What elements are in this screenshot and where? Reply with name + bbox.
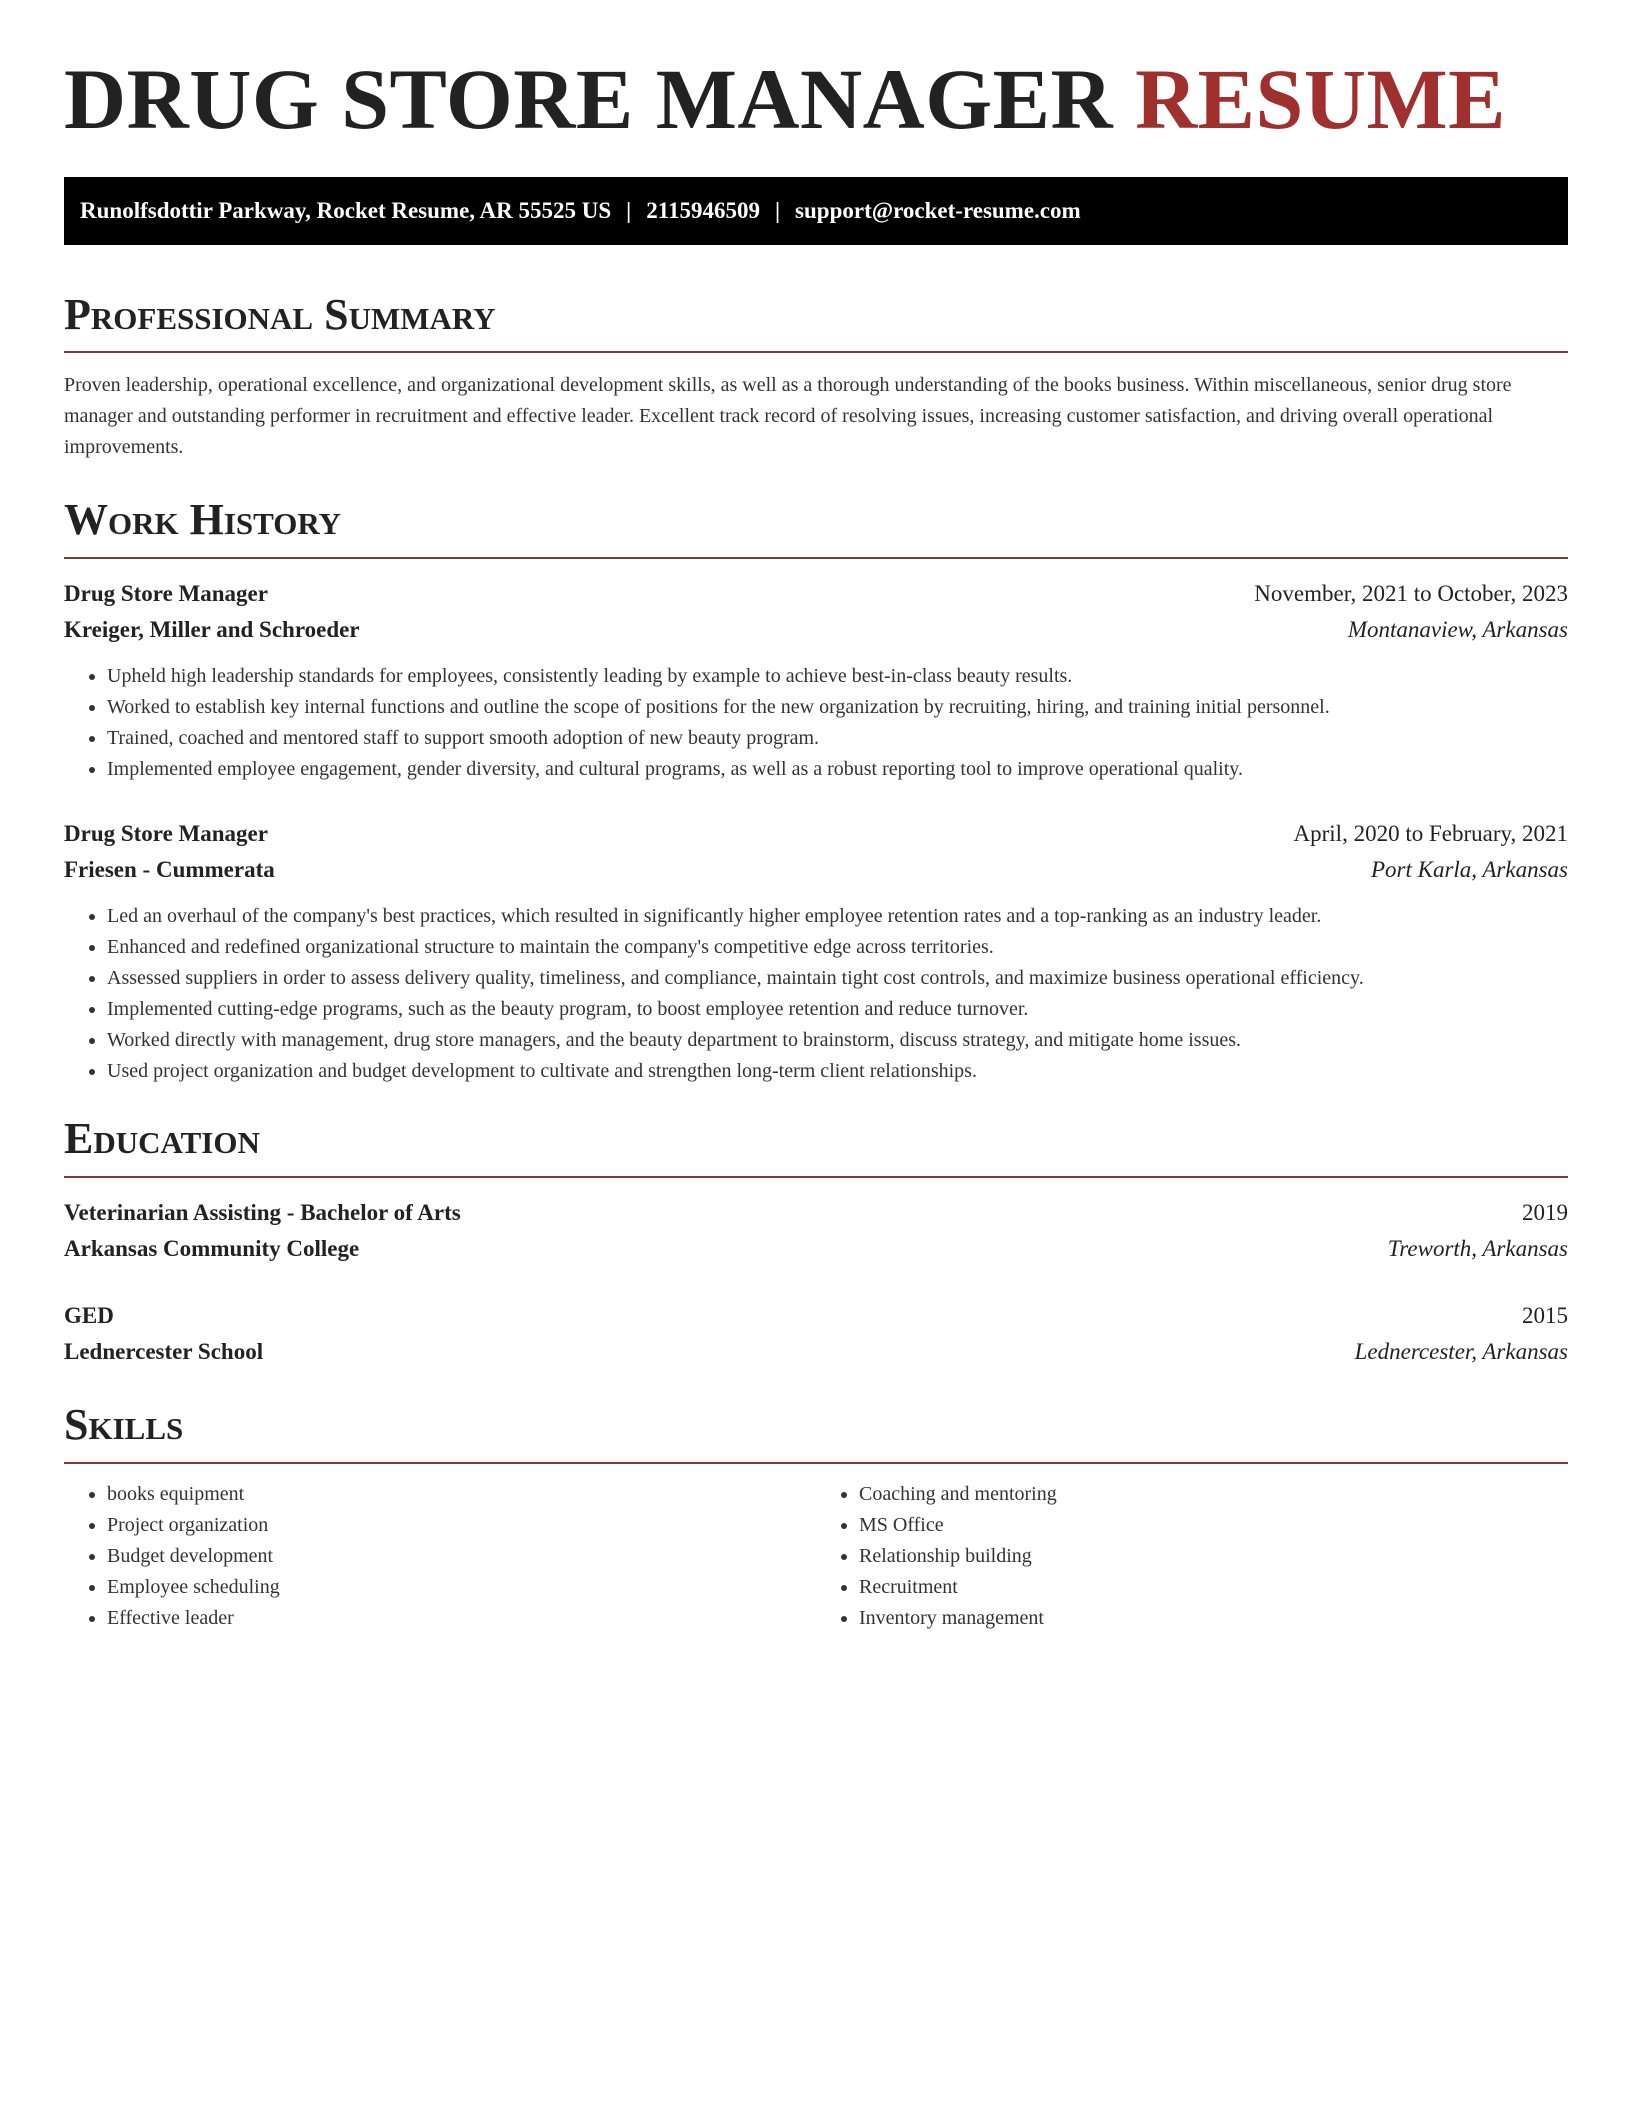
- education-year: 2015: [1522, 1302, 1568, 1328]
- list-item: • Implemented cutting-edge programs, such as the beauty program, to boost employee retention and reduce turnover.: [107, 994, 1568, 1025]
- contact-email: support@rocket-resume.com: [795, 197, 1081, 223]
- job-dates: November, 2021 to October, 2023: [1254, 581, 1568, 607]
- title-accent: RESUME: [1135, 51, 1506, 147]
- job-header-row: [64, 816, 1568, 852]
- education-school: Lednercester School: [64, 1338, 264, 1364]
- list-item: • Project organization: [107, 1510, 816, 1541]
- summary-section: [64, 289, 1568, 464]
- education-school: Arkansas Community College: [64, 1235, 360, 1261]
- list-item: • Effective leader: [107, 1603, 816, 1634]
- title-main: DRUG STORE MANAGER: [64, 51, 1114, 147]
- education-location: Treworth, Arkansas: [1387, 1235, 1568, 1261]
- contact-address: Runolfsdottir Parkway, Rocket Resume, AR 55525 US: [80, 197, 612, 223]
- education-header-row: [64, 1298, 1568, 1334]
- skills-column-left: [64, 1479, 816, 1634]
- list-item: • Enhanced and redefined organizational structure to maintain the company's competitive edge across territories.: [107, 932, 1568, 963]
- job-bullets: [64, 901, 1568, 1087]
- list-item: • Worked directly with management, drug store managers, and the beauty department to brainstorm, discuss strategy, and mitigate home issues.: [107, 1025, 1568, 1056]
- education-degree: GED: [64, 1302, 114, 1328]
- contact-bar: [64, 177, 1568, 245]
- education-school-row: [64, 1334, 1568, 1370]
- education-school-row: [64, 1231, 1568, 1267]
- section-divider: [64, 351, 1568, 353]
- contact-separator: |: [626, 197, 632, 223]
- list-item: • Assessed suppliers in order to assess delivery quality, timeliness, and compliance, maintain tight cost controls, and maximize business operational efficiency.: [107, 963, 1568, 994]
- job-company: Kreiger, Miller and Schroeder: [64, 617, 360, 643]
- list-item: • Led an overhaul of the company's best practices, which resulted in significantly higher employee retention rates and a top-ranking as an industry leader.: [107, 901, 1568, 932]
- section-divider: [64, 1176, 1568, 1178]
- education-header-row: [64, 1195, 1568, 1231]
- contact-separator: |: [774, 197, 781, 223]
- job-location: Port Karla, Arkansas: [1370, 857, 1568, 883]
- list-item: • Budget development: [107, 1541, 816, 1572]
- section-divider: [64, 557, 1568, 559]
- job-location: Montanaview, Arkansas: [1347, 617, 1568, 643]
- job-company-row: [64, 612, 1568, 648]
- section-divider: [64, 1462, 1568, 1464]
- job-entry: [64, 576, 1568, 785]
- list-item: • Worked to establish key internal functions and outline the scope of positions for the new organization by recruiting, hiring, and training initial personnel.: [107, 692, 1568, 723]
- list-item: • Implemented employee engagement, gender diversity, and cultural programs, as well as a robust reporting tool to improve operational quality.: [107, 754, 1568, 785]
- job-company: Friesen - Cummerata: [64, 857, 275, 883]
- list-item: • books equipment: [107, 1479, 816, 1510]
- job-entry: [64, 816, 1568, 1087]
- list-item: • Inventory management: [859, 1603, 1568, 1634]
- education-year: 2019: [1522, 1199, 1568, 1225]
- list-item: • Relationship building: [859, 1541, 1568, 1572]
- job-company-row: [64, 852, 1568, 888]
- summary-heading: Professional Summary: [64, 289, 496, 339]
- education-entry: [64, 1195, 1568, 1267]
- list-item: • Coaching and mentoring: [859, 1479, 1568, 1510]
- skills-heading: Skills: [64, 1399, 184, 1449]
- skills-grid: [64, 1479, 1568, 1634]
- work-history-section: [64, 494, 1568, 1087]
- job-title: Drug Store Manager: [64, 581, 268, 607]
- list-item: • Recruitment: [859, 1572, 1568, 1603]
- education-entry: [64, 1298, 1568, 1370]
- skills-column-right: [816, 1479, 1568, 1634]
- list-item: • Trained, coached and mentored staff to support smooth adoption of new beauty program.: [107, 723, 1568, 754]
- list-item: • Employee scheduling: [107, 1572, 816, 1603]
- summary-text: Proven leadership, operational excellence, and organizational development skills, as well as a thorough understanding of the books business. Within miscellaneous, senior drug store manager and outstanding performer in recruitment and effective leader. Excellent track record of resolving issues, increasing customer satisfaction, and driving overall operational improvements.: [64, 374, 1512, 459]
- list-item: • Upheld high leadership standards for employees, consistently leading by example to achieve best-in-class beauty results.: [107, 661, 1568, 692]
- job-header-row: [64, 576, 1568, 612]
- work-history-heading: Work History: [64, 495, 342, 545]
- education-heading: Education: [64, 1114, 260, 1164]
- education-degree: Veterinarian Assisting - Bachelor of Arts: [64, 1199, 461, 1225]
- resume-title: [64, 0, 1568, 147]
- education-location: Lednercester, Arkansas: [1354, 1338, 1568, 1364]
- education-section: [64, 1113, 1568, 1370]
- skills-section: [64, 1399, 1568, 1634]
- job-bullets: [64, 661, 1568, 785]
- job-dates: April, 2020 to February, 2021: [1293, 821, 1568, 847]
- contact-phone: 2115946509: [646, 197, 760, 223]
- job-title: Drug Store Manager: [64, 821, 268, 847]
- list-item: • Used project organization and budget development to cultivate and strengthen long-term client relationships.: [107, 1056, 1568, 1087]
- list-item: • MS Office: [859, 1510, 1568, 1541]
